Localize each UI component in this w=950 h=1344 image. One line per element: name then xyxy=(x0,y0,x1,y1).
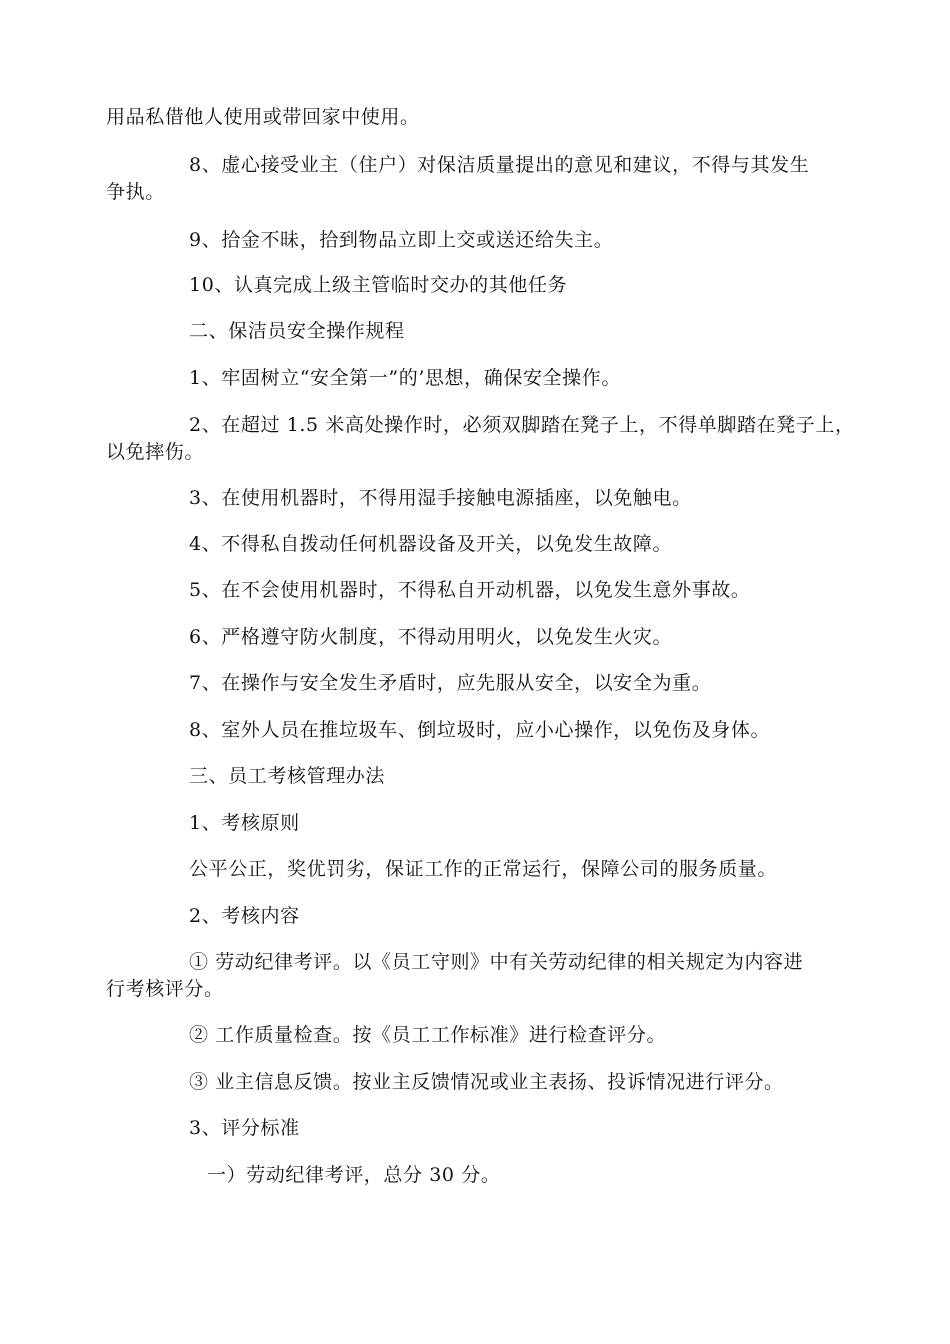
section-heading: 三、员工考核管理办法 xyxy=(189,765,386,787)
text-line: 3、在使用机器时，不得用湿手接触电源插座，以免触电。 xyxy=(189,487,692,509)
text-line: ③ 业主信息反馈。按业主反馈情况或业主表扬、投诉情况进行评分。 xyxy=(189,1071,784,1093)
text-line: 9、拾金不昧，拾到物品立即上交或送还给失主。 xyxy=(189,229,614,251)
text-line: 6、严格遵守防火制度，不得动用明火，以免发生火灾。 xyxy=(189,626,673,648)
text-line: 1、牢固树立“安全第一”的’思想，确保安全操作。 xyxy=(189,367,621,389)
text-line: ② 工作质量检查。按《员工工作标准》进行检查评分。 xyxy=(189,1024,667,1046)
text-line: 4、不得私自拨动任何机器设备及开关，以免发生故障。 xyxy=(189,533,673,555)
subheading: 2、考核内容 xyxy=(189,905,300,927)
text-line: 以免摔伤。 xyxy=(106,441,205,463)
text-line: 2、在超过 1.5 米高处操作时，必须双脚踏在凳子上，不得单脚踏在凳子上， xyxy=(189,414,855,436)
text-line: 争执。 xyxy=(106,181,165,203)
text-line: 8、虚心接受业主（住户）对保洁质量提出的意见和建议，不得与其发生 xyxy=(189,154,810,176)
text-line: 行考核评分。 xyxy=(106,978,224,1000)
subheading: 3、评分标准 xyxy=(189,1117,300,1139)
text-line: 8、室外人员在推垃圾车、倒垃圾时，应小心操作，以免伤及身体。 xyxy=(189,719,771,741)
text-line: ① 劳动纪律考评。以《员工守则》中有关劳动纪律的相关规定为内容进 xyxy=(189,951,804,973)
text-line: 7、在操作与安全发生矛盾时，应先服从安全，以安全为重。 xyxy=(189,672,712,694)
text-line: 公平公正，奖优罚劣，保证工作的正常运行，保障公司的服务质量。 xyxy=(189,858,778,880)
text-line: 一）劳动纪律考评，总分 30 分。 xyxy=(207,1164,501,1186)
text-line: 用品私借他人使用或带回家中使用。 xyxy=(106,106,420,128)
subheading: 1、考核原则 xyxy=(189,812,300,834)
text-line: 10、认真完成上级主管临时交办的其他任务 xyxy=(189,274,568,296)
section-heading: 二、保洁员安全操作规程 xyxy=(189,320,405,342)
text-line: 5、在不会使用机器时，不得私自开动机器，以免发生意外事故。 xyxy=(189,579,751,601)
